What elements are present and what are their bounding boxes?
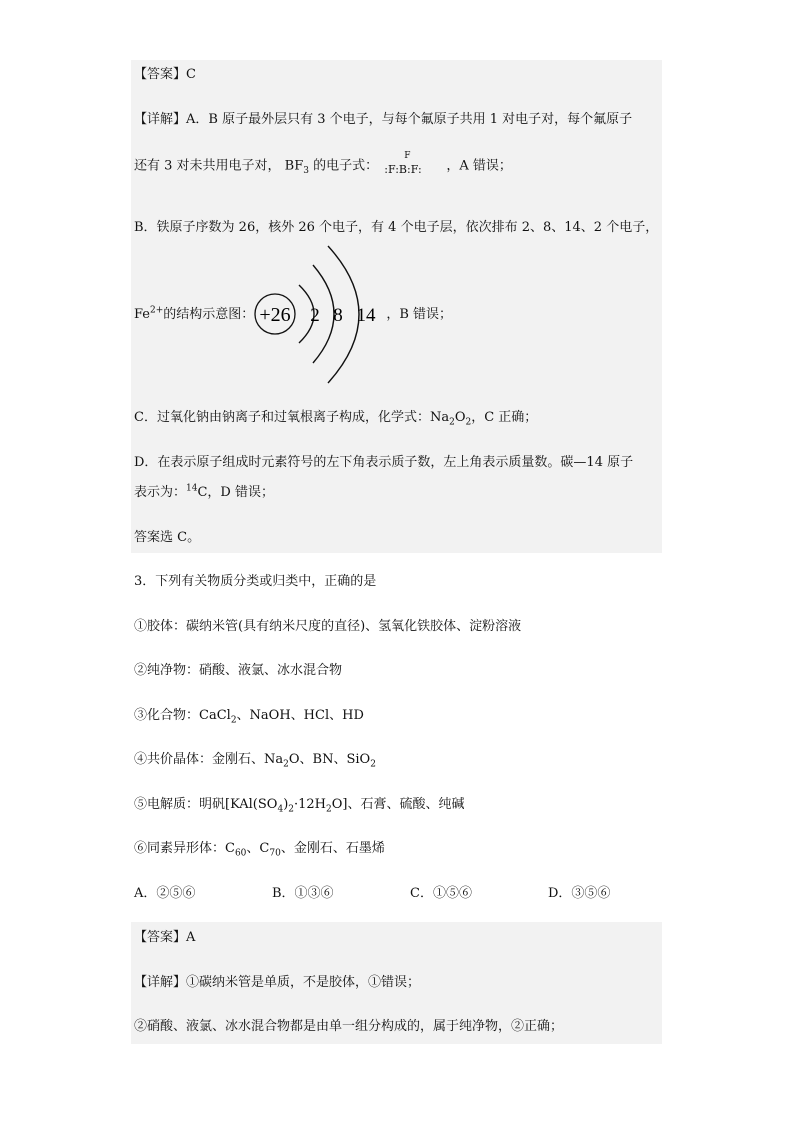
detail-a-line1: 【详解】A．B 原子最外层只有 3 个电子，与每个氟原子共用 1 对电子对，每个氟原子 bbox=[134, 112, 633, 127]
option-a[interactable]: A．②⑤⑥ bbox=[134, 886, 196, 901]
q3-item-5: ⑤电解质：明矾$[KAl(SO_4)_2\cdot 12H_2O]$、石膏、硫酸、纯碱 bbox=[134, 797, 465, 815]
option-c[interactable]: C．①⑤⑥ bbox=[410, 886, 472, 901]
option-b[interactable]: B．①③⑥ bbox=[272, 886, 334, 901]
question-3-stem: 3．下列有关物质分类或归类中，正确的是 bbox=[134, 574, 377, 589]
detail-b-line2: $Fe^{2+}$的结构示意图： ，B 错误； bbox=[134, 305, 452, 322]
bf3-lewis-structure bbox=[382, 151, 442, 176]
detail-a-line2: 还有 3 对未共用电子对， $BF_3$ 的电子式： F :F:B:F: ，A 错误； bbox=[134, 156, 512, 177]
detail-d-line2: 表示为：$^{14}$C，D 错误； bbox=[134, 483, 274, 500]
q3-item-3: ③化合物：CaCl$_2$、NaOH、HCl、HD bbox=[134, 708, 364, 726]
fe2-structure-diagram bbox=[253, 240, 383, 390]
detail-line-2-2: ②硝酸、液氯、冰水混合物都是由单一组分构成的，属于纯净物，②正确； bbox=[134, 1019, 564, 1034]
shell-1-count: 2 bbox=[310, 305, 320, 326]
q3-item-2: ②纯净物：硝酸、液氯、冰水混合物 bbox=[134, 663, 343, 678]
q3-item-4: ④共价晶体：金刚石、$Na_2O$、BN、SiO$_2$ bbox=[134, 752, 376, 770]
q3-options bbox=[134, 884, 610, 904]
detail-b-line1: B．铁原子序数为 26，核外 26 个电子，有 4 个电子层，依次排布 2、8、14、2 个电子， bbox=[134, 220, 659, 235]
detail-line-2-1: 【详解】①碳纳米管是单质，不是胶体，①错误； bbox=[134, 975, 421, 990]
answer-line-2: 【答案】A bbox=[134, 930, 196, 945]
detail-c-line: C．过氧化钠由钠离子和过氧根离子构成，化学式：$Na_2O_2$，C 正确； bbox=[134, 410, 538, 428]
detail-d-line1: D．在表示原子组成时元素符号的左下角表示质子数，左上角表示质量数。碳—14 原子 bbox=[134, 455, 634, 470]
lewis-formula: :F:B:F: bbox=[384, 163, 422, 176]
answer-line: 【答案】C bbox=[134, 67, 196, 82]
nucleus-charge: +26 bbox=[259, 304, 291, 326]
conclusion-line: 答案选 C。 bbox=[134, 530, 201, 545]
q3-item-1: ①胶体：碳纳米管(具有纳米尺度的直径)、氢氧化铁胶体、淀粉溶液 bbox=[134, 619, 522, 634]
shell-2-count: 8 bbox=[333, 305, 343, 326]
lewis-top-f: F bbox=[404, 151, 411, 161]
shell-3-count: 14 bbox=[356, 305, 376, 326]
option-d[interactable]: D．③⑤⑥ bbox=[548, 886, 611, 901]
q3-item-6: ⑥同素异形体：$C_{60}$、$C_{70}$、金刚石、石墨烯 bbox=[134, 841, 385, 859]
